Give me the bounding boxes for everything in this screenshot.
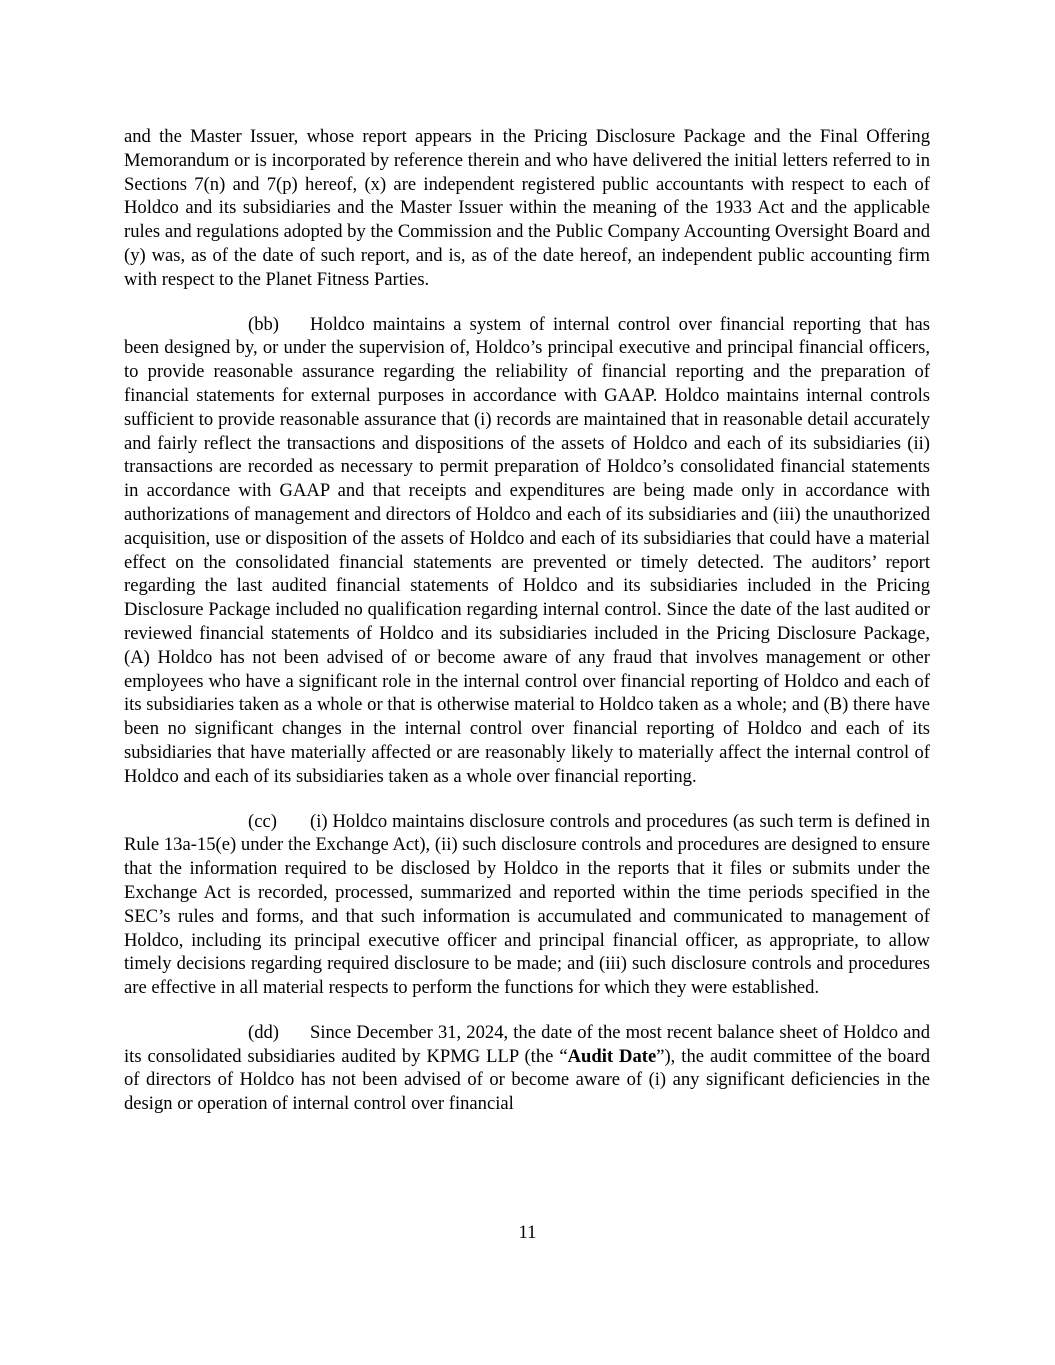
document-page (124, 125, 930, 1137)
paragraph-label-dd: (dd) (248, 1021, 279, 1043)
page-number: 11 (518, 1222, 537, 1243)
paragraph-text-dd-after: ”), the audit committee of the board of directors of Holdco has not been advised of or become aware of (i) any significant deficiencies in the design or operation of internal control over financial (124, 1045, 930, 1115)
paragraph-text-cc: (i) Holdco maintains disclosure controls and procedures (as such term is defined in Rule 13a-15(e) under the Exchange Act), (ii) such disclosure controls and procedures are designed to ensure that the information required to be disclosed by Holdco in the reports that it files or submits under the Exchange Act is recorded, processed, summarized and reported within the time periods specified in the SEC’s rules and forms, and that such information is accumulated and communicated to management of Holdco, including its principal executive officer and principal financial officer, as appropriate, to allow timely decisions regarding required disclosure to be made; and (iii) such disclosure controls and procedures are effective in all material respects to perform the functions for which they were established. (124, 810, 930, 999)
defined-term-audit-date: Audit Date (567, 1045, 657, 1067)
paragraph-text-dd-before: Since December 31, 2024, the date of the most recent balance sheet of Holdco and its consolidated subsidiaries audited by KPMG LLP (the “ (124, 1021, 930, 1067)
paragraph-text-bb: Holdco maintains a system of internal control over financial reporting that has been designed by, or under the supervision of, Holdco’s principal executive and principal financial officers, to provide reasonable assurance regarding the reliability of financial reporting and the preparation of financial statements for external purposes in accordance with GAAP. Holdco maintains internal controls sufficient to provide reasonable assurance that (i) records are maintained that in reasonable detail accurately and fairly reflect the transactions and dispositions of the assets of Holdco and each of its subsidiaries (ii) transactions are recorded as necessary to permit preparation of Holdco’s consolidated financial statements in accordance with GAAP and that receipts and expenditures are being made only in accordance with authorizations of management and directors of Holdco and each of its subsidiaries and (iii) the unauthorized acquisition, use or disposition of the assets of Holdco and each of its subsidiaries that could have a material effect on the consolidated financial statements are prevented or timely detected. The auditors’ report regarding the last audited financial statements of Holdco and its subsidiaries included in the Pricing Disclosure Package included no qualification regarding internal control. Since the date of the last audited or reviewed financial statements of Holdco and its subsidiaries included in the Pricing Disclosure Package, (A) Holdco has not been advised of or become aware of any fraud that involves management or other employees who have a significant role in the internal control over financial reporting of Holdco and each of its subsidiaries taken as a whole or that is otherwise material to Holdco taken as a whole; and (B) there have been no significant changes in the internal control over financial reporting of Holdco and each of its subsidiaries that have materially affected or are reasonably likely to materially affect the internal control of Holdco and each of its subsidiaries taken as a whole over financial reporting. (124, 313, 930, 787)
paragraph-dd (124, 1021, 930, 1116)
paragraph-label-bb: (bb) (248, 313, 279, 335)
paragraph-cc (124, 810, 930, 1000)
paragraph-continuation: and the Master Issuer, whose report appears in the Pricing Disclosure Package and the Final Offering Memorandum or is incorporated by reference therein and who have delivered the initial letters referred to in Sections 7(n) and 7(p) hereof, (x) are independent registered public accountants with respect to each of Holdco and its subsidiaries and the Master Issuer within the meaning of the 1933 Act and the applicable rules and regulations adopted by the Commission and the Public Company Accounting Oversight Board and (y) was, as of the date of such report, and is, as of the date hereof, an independent public accounting firm with respect to the Planet Fitness Parties. (124, 126, 930, 290)
paragraph-label-cc: (cc) (248, 810, 277, 832)
paragraph-bb (124, 313, 930, 789)
